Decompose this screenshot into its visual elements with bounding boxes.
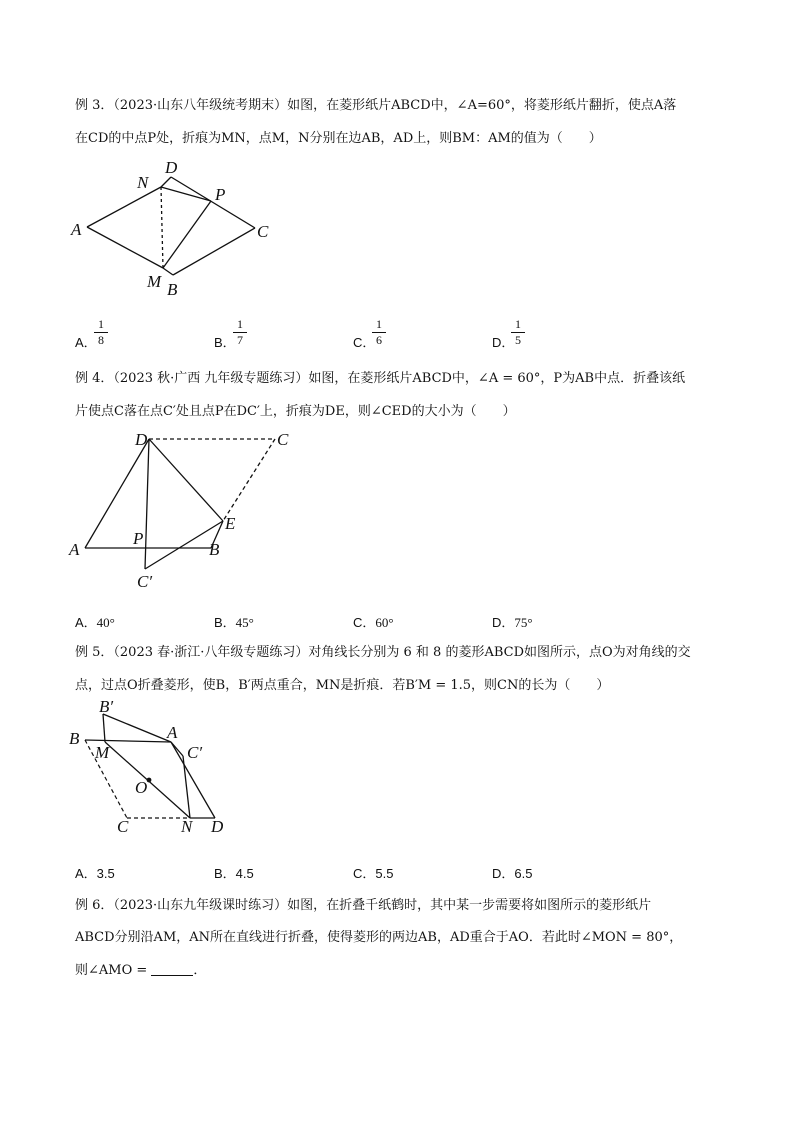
q5-edge-B1A <box>103 714 171 742</box>
q6-line3-text: 则∠AMO = <box>75 963 148 978</box>
q6-text-line3 <box>75 962 206 980</box>
q3-label-N: N <box>137 173 149 192</box>
q5-option-b[interactable] <box>214 863 254 882</box>
q3-edge-ND <box>161 177 171 187</box>
q3-text-line2: 在CD的中点P处，折痕为MN，点M，N分别在边AB，AD上，则BM：AM的值为（ ） <box>75 131 602 146</box>
q5-option-c-value: 5.5 <box>375 866 394 881</box>
q5-edge-BA <box>85 740 171 742</box>
q5-rhombus-figure <box>65 698 245 838</box>
q3-edge-MB <box>163 268 173 275</box>
q6-text-line2: ABCD分别沿AM，AN所在直线进行折叠，使得菱形的两边AB，AD重合于AO．若此时∠MON = 80°， <box>75 930 683 945</box>
q4-rhombus-figure <box>65 425 305 595</box>
q5-option-a-value: 3.5 <box>96 866 115 881</box>
q5-option-c-letter: C． <box>353 866 376 881</box>
q3-option-a-num: 1 <box>98 317 104 331</box>
q3-text-line1: 例 3．（2023·山东八年级统考期末）如图，在菱形纸片ABCD中，∠A=60°，将菱形纸片翻折，使点A落 <box>75 98 677 113</box>
q3-edge-CB <box>173 228 255 275</box>
q3-option-c-den: 6 <box>376 333 382 347</box>
q5-option-b-letter: B． <box>214 866 236 881</box>
q4-option-a-value: 40° <box>96 615 115 630</box>
q3-option-d-den: 5 <box>515 333 521 347</box>
q3-option-a-den: 8 <box>98 333 104 347</box>
q3-option-b-den: 7 <box>237 333 243 347</box>
q3-label-M: M <box>147 272 162 291</box>
q3-label-C: C <box>257 222 269 241</box>
q4-label-P: P <box>133 529 144 548</box>
q5-option-a[interactable] <box>75 863 115 882</box>
q4-fold-DE <box>149 439 223 521</box>
q4-label-A: A <box>69 540 80 559</box>
q5-option-d[interactable] <box>492 863 532 882</box>
q5-option-d-value: 6.5 <box>514 866 533 881</box>
q5-label-M: M <box>95 743 110 762</box>
q4-option-d-letter: D． <box>492 615 515 630</box>
q4-option-d[interactable] <box>492 612 533 631</box>
q4-option-a[interactable] <box>75 612 115 631</box>
q4-label-D: D <box>135 430 148 449</box>
q5-option-d-letter: D． <box>492 866 515 881</box>
q3-option-a-letter[interactable]: A． <box>75 335 97 350</box>
q5-label-C: C <box>117 817 129 836</box>
q3-option-c-letter[interactable]: C． <box>353 335 376 350</box>
q3-edge-DC <box>171 177 255 228</box>
q4-dashed-CE <box>223 439 275 521</box>
q3-option-b-letter[interactable]: B． <box>214 335 236 350</box>
q5-point-O <box>147 778 152 783</box>
q3-label-A: A <box>71 220 82 239</box>
q6-line3-end: ． <box>193 963 207 978</box>
q3-fold-NP <box>161 187 211 201</box>
q4-label-C: C <box>277 430 289 449</box>
q5-label-C-prime: C′ <box>187 743 203 762</box>
q5-option-c[interactable] <box>353 863 393 882</box>
q6-answer-blank[interactable] <box>151 963 193 976</box>
q5-label-A: A <box>167 723 178 742</box>
q5-label-D: D <box>211 817 224 836</box>
q4-fold-DC1 <box>145 439 149 569</box>
q3-option-c-fraction[interactable] <box>372 318 386 347</box>
q4-option-b[interactable] <box>214 612 254 631</box>
q3-option-d-fraction[interactable] <box>511 318 525 347</box>
q4-option-c[interactable] <box>353 612 394 631</box>
q4-option-d-value: 75° <box>514 615 533 630</box>
q5-edge-AC1 <box>171 742 183 756</box>
q3-edge-AM <box>87 227 163 268</box>
q5-option-b-value: 4.5 <box>235 866 254 881</box>
q4-label-B: B <box>209 540 220 559</box>
q5-option-a-letter: A． <box>75 866 97 881</box>
q3-edge-AN <box>87 187 161 227</box>
q3-label-D: D <box>165 158 178 177</box>
q4-option-b-letter: B． <box>214 615 236 630</box>
q4-option-a-letter: A． <box>75 615 97 630</box>
q5-edge-C1N <box>183 756 190 818</box>
q3-option-b-num: 1 <box>237 317 243 331</box>
q5-text-line2: 点，过点O折叠菱形，使B，B′两点重合，MN是折痕．若B′M = 1.5，则CN的长为（ ） <box>75 678 610 693</box>
q3-option-d-num: 1 <box>515 317 521 331</box>
q4-text-line1: 例 4．（2023 秋·广西 九年级专题练习）如图，在菱形纸片ABCD中，∠A = 60°，P为AB中点．折叠该纸 <box>75 371 686 386</box>
q5-label-B: B <box>69 729 80 748</box>
q5-text-line1: 例 5．（2023 春·浙江·八年级专题练习）对角线长分别为 6 和 8 的菱形ABCD如图所示，点O为对角线的交 <box>75 645 691 660</box>
q3-option-b-fraction[interactable] <box>233 318 247 347</box>
q3-option-d-letter[interactable]: D． <box>492 335 515 350</box>
q4-text-line2: 片使点C落在点C′处且点P在DC′上，折痕为DE，则∠CED的大小为（ ） <box>75 404 516 419</box>
q3-label-P: P <box>215 185 226 204</box>
q3-label-B: B <box>167 280 178 299</box>
q3-option-a-fraction[interactable] <box>94 318 108 347</box>
q3-rhombus-figure <box>65 155 285 305</box>
q6-text-line1: 例 6．（2023·山东九年级课时练习）如图，在折叠千纸鹤时，其中某一步需要将如图所示的菱形纸片 <box>75 898 652 913</box>
q4-option-c-value: 60° <box>375 615 394 630</box>
q4-label-C-prime: C′ <box>137 572 153 591</box>
q4-option-b-value: 45° <box>235 615 254 630</box>
q5-edge-B1M <box>103 714 105 742</box>
q5-label-B-prime: B′ <box>99 698 114 716</box>
q4-label-E: E <box>225 514 236 533</box>
q3-crease-MN <box>161 187 163 268</box>
q3-option-c-num: 1 <box>376 317 382 331</box>
q5-label-N: N <box>181 817 193 836</box>
q4-option-c-letter: C． <box>353 615 376 630</box>
q5-label-O: O <box>135 778 148 797</box>
